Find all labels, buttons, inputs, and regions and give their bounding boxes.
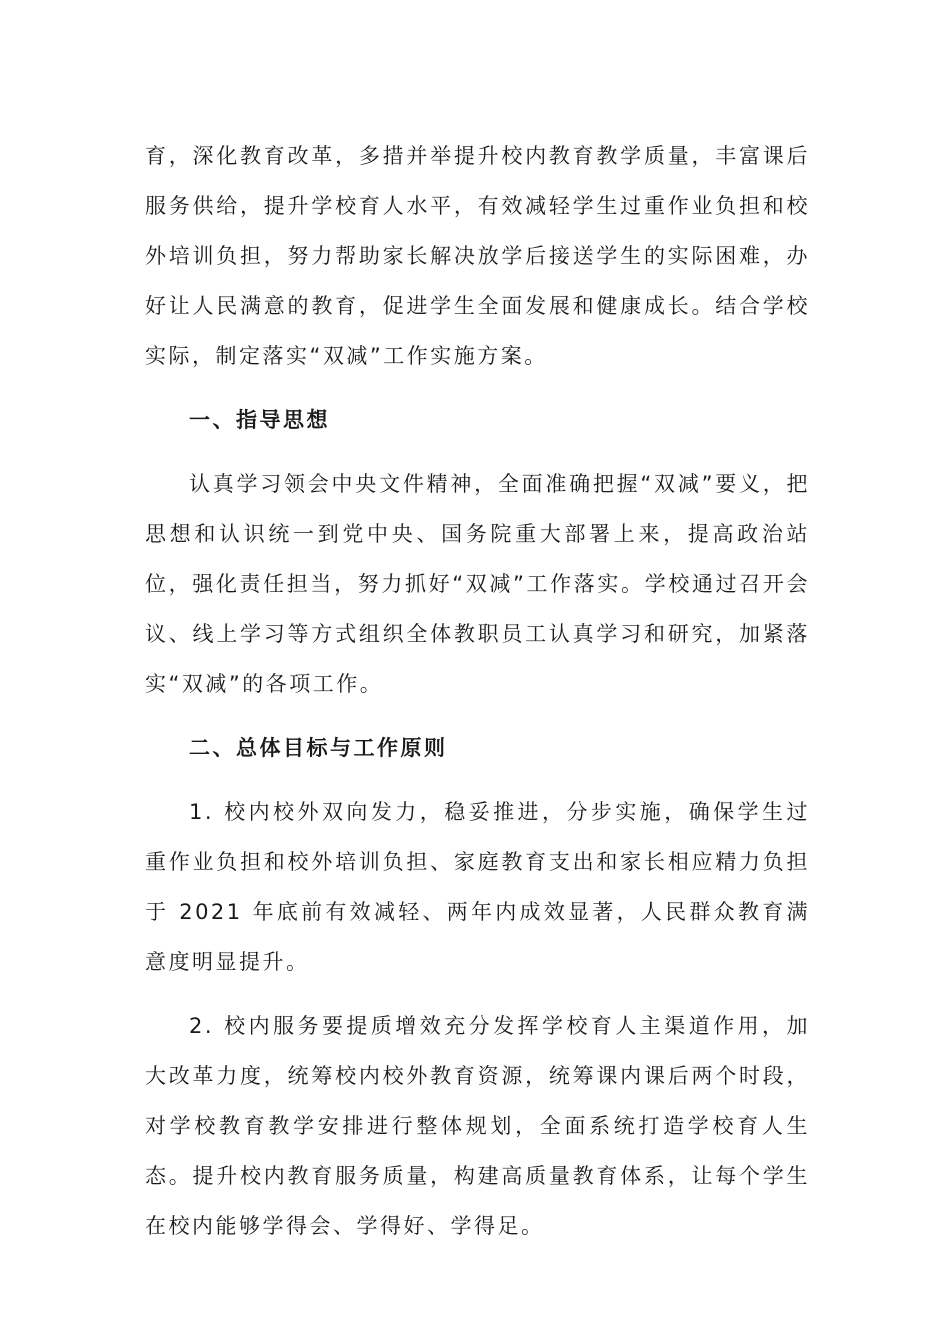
body-paragraph-guiding-ideology: 认真学习领会中央文件精神，全面准确把握“双减”要义，把思想和认识统一到党中央、国务院重大部署上来，提高政治站位，强化责任担当，努力抓好“双减”工作落实。学校通过召开会议、线上学习等方式组织全体教职员工认真学习和研究，加紧落实“双减”的各项工作。 xyxy=(145,472,810,696)
body-paragraph-item-1: 1. 校内校外双向发力，稳妥推进，分步实施，确保学生过重作业负担和校外培训负担、家庭教育支出和家长相应精力负担于 2021 年底前有效减轻、两年内成效显著，人民群众教育满意度明显提升。 xyxy=(145,800,810,974)
document-body xyxy=(145,131,810,1265)
body-paragraph-intro: 育，深化教育改革，多措并举提升校内教育教学质量，丰富课后服务供给，提升学校育人水平，有效减轻学生过重作业负担和校外培训负担，努力帮助家长解决放学后接送学生的实际困难，办好让人民满意的教育，促进学生全面发展和健康成长。结合学校实际，制定落实“双减”工作实施方案。 xyxy=(145,144,810,368)
section-heading-goals-principles: 二、总体目标与工作原则 xyxy=(189,736,448,760)
section-heading-guiding-ideology: 一、指导思想 xyxy=(189,408,330,432)
body-paragraph-item-2: 2. 校内服务要提质增效充分发挥学校育人主渠道作用，加大改革力度，统筹校内校外教育资源，统筹课内课后两个时段，对学校教育教学安排进行整体规划，全面系统打造学校育人生态。提升校内教育服务质量，构建高质量教育体系，让每个学生在校内能够学得会、学得好、学得足。 xyxy=(145,1014,810,1238)
